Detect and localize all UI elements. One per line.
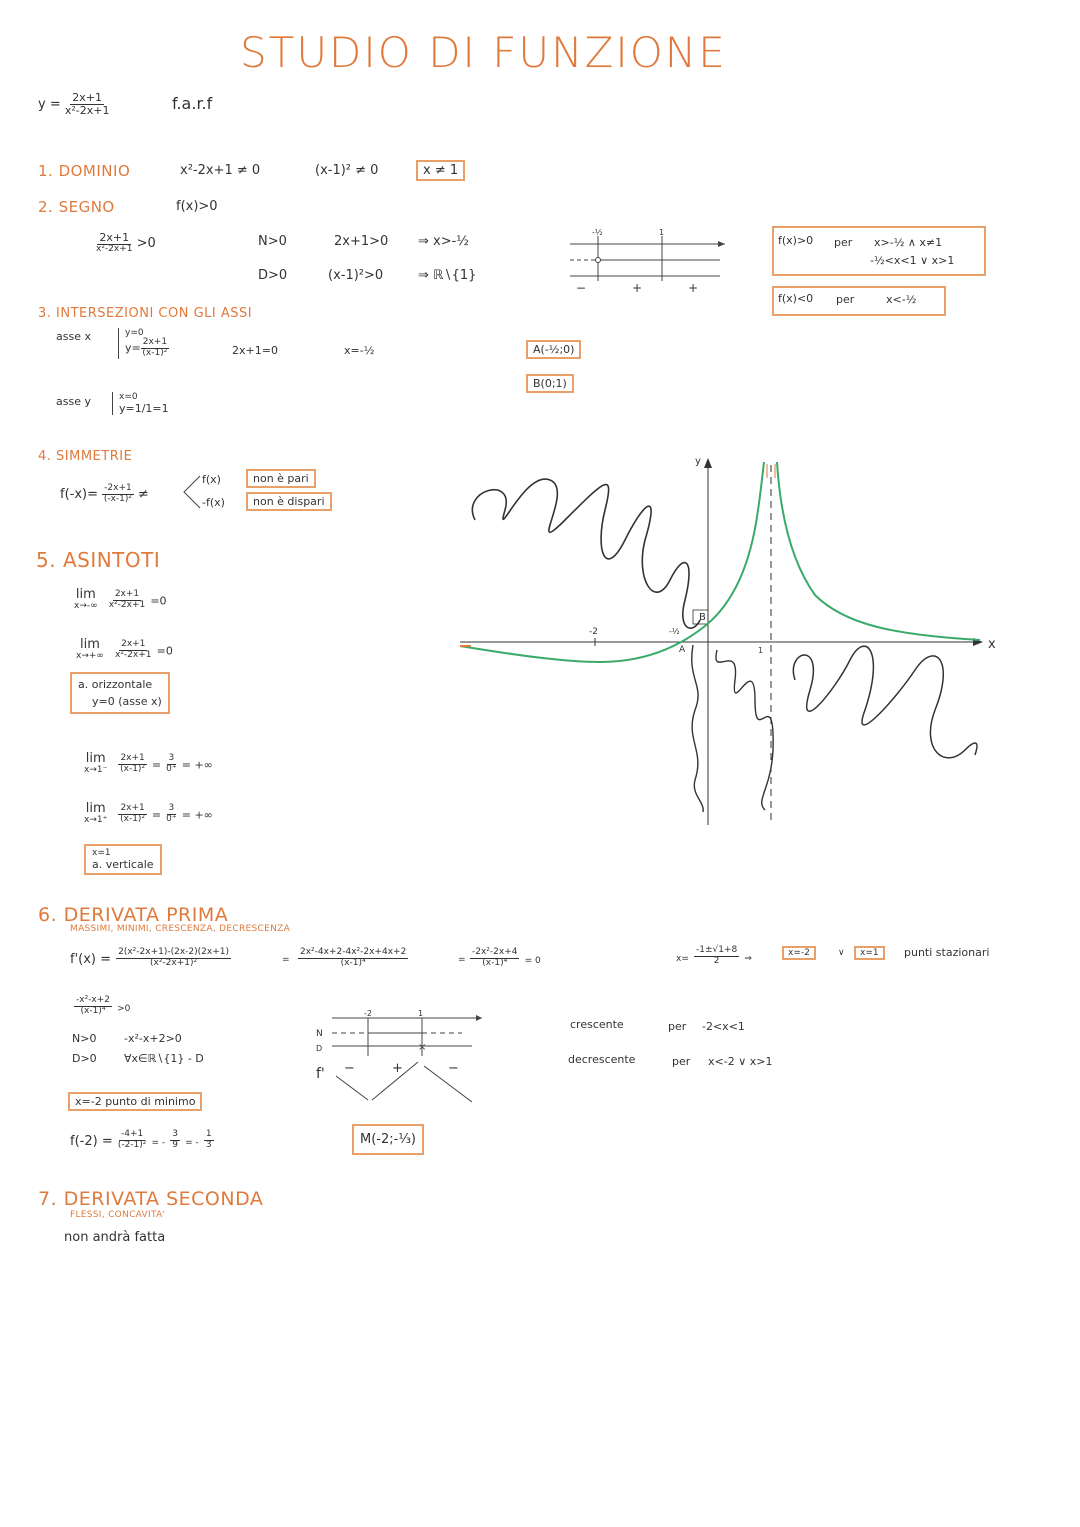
function-numerator: 2x+1 xyxy=(72,91,103,104)
diag-d: D xyxy=(316,1044,323,1053)
segno-cond: f(x)>0 xyxy=(176,199,218,214)
intersezioni-eq1: 2x+1=0 xyxy=(232,344,278,357)
intersezioni-sys2a: x=0 xyxy=(119,392,138,402)
point-b-label: B xyxy=(699,612,706,623)
derivata-inequality xyxy=(74,996,130,1017)
function-y: y = xyxy=(38,97,61,113)
derivata-n-text: -x²-x+2>0 xyxy=(124,1032,182,1045)
segno-arrow-n xyxy=(718,241,725,247)
intersezioni-system-x xyxy=(118,328,169,359)
segno-pos-label: f(x)>0 xyxy=(778,234,814,247)
segno-sign-2: + xyxy=(632,281,643,295)
diag-minus-1: − xyxy=(344,1061,355,1076)
lim3-mid: = xyxy=(151,758,162,772)
section-dominio: 1. DOMINIO xyxy=(38,162,131,180)
simmetrie-lhs: f(-x)= xyxy=(60,486,98,502)
function-denominator: x²-2x+1 xyxy=(64,104,110,118)
segno-ineq-rhs: >0 xyxy=(136,235,156,251)
lim3-word: lim xyxy=(85,751,106,766)
function-curve-left xyxy=(460,462,764,662)
intersezioni-point-a: A(-½;0) xyxy=(526,340,581,359)
decrescente-per: per xyxy=(672,1055,691,1068)
f-eval-n2: 1 xyxy=(205,1129,212,1140)
derivata-num2: 2x²-4x+2-4x²-2x+4x+2 xyxy=(300,947,407,958)
tick-mh-label: -½ xyxy=(669,627,680,636)
f-eval-num: -4+1 xyxy=(120,1129,144,1140)
asintoti-lim-2 xyxy=(76,638,173,662)
shade-region-top-left xyxy=(472,479,700,628)
lim4-fnum: 3 xyxy=(168,802,175,813)
lim4-sub: x→1⁺ xyxy=(84,815,108,826)
diag-n: N xyxy=(316,1029,323,1039)
verticale-eq: x=1 xyxy=(92,848,111,858)
diag-cross: × xyxy=(418,1042,427,1053)
decrescente-label: decrescente xyxy=(568,1053,636,1066)
derivata-sign-diagram xyxy=(312,1006,492,1110)
root-1: x=-2 xyxy=(782,946,816,960)
segno-tick-2: 1 xyxy=(659,228,665,237)
segno-pos-per: per xyxy=(834,236,853,249)
derivata-prima-sub: MASSIMI, MINIMI, CRESCENZA, DECRESCENZA xyxy=(70,924,291,934)
intersezioni-eq2: x=-½ xyxy=(344,344,375,357)
f-eval-eq1: = - xyxy=(151,1138,166,1148)
simmetrie-expression xyxy=(60,484,149,505)
dominio-cond1: x²-2x+1 ≠ 0 xyxy=(180,163,261,178)
section-asintoti: 5. ASINTOTI xyxy=(36,548,161,572)
intersezioni-point-b: B(0;1) xyxy=(526,374,574,393)
segno-n-result: ⇒ x>-½ xyxy=(418,234,469,249)
f-eval-lhs: f(-2) = xyxy=(70,1134,113,1149)
simmetrie-num: -2x+1 xyxy=(104,483,132,493)
f-eval-eq2: = - xyxy=(185,1138,199,1148)
asintoti-orizzontale-box xyxy=(70,672,170,714)
segno-d-step: (x-1)²>0 xyxy=(328,268,384,283)
lim1-res: =0 xyxy=(150,594,167,608)
diag-tick-1: -2 xyxy=(364,1009,372,1018)
diag-plus: + xyxy=(392,1061,403,1076)
derivata-ineq-num: -x²-x+2 xyxy=(76,995,111,1006)
derivata-step3 xyxy=(470,948,541,969)
intersezioni-sys1b-pre: y= xyxy=(125,341,141,355)
lim2-den: x²-2x+1 xyxy=(115,649,152,660)
segno-negative-box xyxy=(772,286,946,316)
lim4-mid: = xyxy=(151,808,162,822)
derivata-step2 xyxy=(298,948,408,969)
derivata-den2: (x-1)⁴ xyxy=(340,958,366,968)
roots-x: x= xyxy=(676,954,689,964)
diag-f: f' xyxy=(316,1066,325,1082)
f-eval-n1: 3 xyxy=(172,1129,178,1140)
y-axis-label: y xyxy=(695,456,701,467)
derivata-zero: = 0 xyxy=(524,956,541,966)
decrescente-cond: x<-2 ∨ x>1 xyxy=(708,1055,773,1068)
dominio-result: x ≠ 1 xyxy=(416,160,465,181)
simmetrie-result-2: non è dispari xyxy=(246,492,332,511)
derivata-seconda-sub: FLESSI, CONCAVITA' xyxy=(70,1210,166,1220)
orizzontale-eq: y=0 (asse x) xyxy=(92,695,162,708)
roots-den: 2 xyxy=(713,956,720,966)
lim2-sub: x→+∞ xyxy=(76,651,104,662)
lim3-fnum: 3 xyxy=(168,752,175,763)
segno-sign-1: − xyxy=(576,281,587,295)
asintoti-lim-1 xyxy=(74,588,167,612)
intersezioni-sys2b: y=1/1=1 xyxy=(119,402,169,415)
function-graph xyxy=(455,450,1015,830)
segno-pos-cond1: x>-½ ∧ x≠1 xyxy=(874,236,943,249)
derivata-ineq-den: (x-1)⁴ xyxy=(80,1006,106,1016)
function-curve-right xyxy=(777,462,980,640)
derivata-n-label: N>0 xyxy=(72,1032,97,1045)
segno-point xyxy=(596,258,601,263)
tick-m2-label: -2 xyxy=(589,627,598,637)
derivata-roots xyxy=(676,946,752,967)
derivata-den3: (x-1)⁴ xyxy=(482,958,508,968)
intersezioni-asse-y: asse y xyxy=(56,395,91,408)
segno-d-result: ⇒ ℝ∖{1} xyxy=(418,268,477,283)
lim4-fden: 0⁺ xyxy=(166,813,177,824)
simmetrie-brace xyxy=(180,472,204,512)
point-a-label: A xyxy=(679,645,686,655)
crescente-cond: -2<x<1 xyxy=(702,1020,745,1033)
function-definition xyxy=(38,92,109,117)
diag-arrow-down-1 xyxy=(336,1076,368,1100)
tick-1-label: 1 xyxy=(758,646,764,655)
intersezioni-sys1b-num: 2x+1 xyxy=(142,337,168,347)
derivata-den1: (x²-2x+1)² xyxy=(149,958,198,968)
f-eval-d2: 3 xyxy=(205,1140,212,1150)
segno-n-step: 2x+1>0 xyxy=(334,234,389,249)
lim2-word: lim xyxy=(80,637,100,652)
lim4-word: lim xyxy=(85,801,106,816)
lim1-word: lim xyxy=(75,587,96,602)
segno-tick-1: -½ xyxy=(592,228,603,237)
lim4-den: (x-1)² xyxy=(120,813,146,824)
derivata-ineq-rhs: >0 xyxy=(117,1004,131,1014)
orizzontale-label: a. orizzontale xyxy=(78,678,153,691)
section-derivata-seconda: 7. DERIVATA SECONDA xyxy=(38,1188,264,1210)
segno-ineq-num: 2x+1 xyxy=(99,231,130,244)
segno-sign-diagram xyxy=(560,226,730,298)
roots-or: ∨ xyxy=(838,948,845,958)
lim3-sub: x→1⁻ xyxy=(84,765,108,776)
diag-minus-2: − xyxy=(448,1061,459,1076)
derivata-eq2: = xyxy=(458,955,466,965)
section-derivata-prima: 6. DERIVATA PRIMA xyxy=(38,904,229,926)
lim3-num: 2x+1 xyxy=(120,752,145,763)
punti-stazionari: punti stazionari xyxy=(904,946,990,959)
section-simmetrie: 4. SIMMETRIE xyxy=(38,449,133,464)
lim1-den: x²-2x+1 xyxy=(108,599,146,610)
point-m: M(-2;-⅓) xyxy=(352,1124,424,1155)
derivata-eq: = xyxy=(282,955,290,965)
intersezioni-system-y xyxy=(112,392,169,415)
lim3-den: (x-1)² xyxy=(120,763,146,774)
y-axis-arrow xyxy=(704,458,712,468)
segno-neg-cond: x<-½ xyxy=(886,293,917,306)
simmetrie-case-1: f(x) xyxy=(202,473,221,486)
page-title: STUDIO DI FUNZIONE xyxy=(240,28,727,77)
section-intersezioni: 3. INTERSEZIONI CON GLI ASSI xyxy=(38,306,253,321)
simmetrie-result-1: non è pari xyxy=(246,469,316,488)
asintoti-verticale-box xyxy=(84,844,162,875)
segno-positive-box xyxy=(772,226,986,276)
lim2-num: 2x+1 xyxy=(121,638,146,649)
lim3-res: = +∞ xyxy=(181,758,213,772)
diag-tick-2: 1 xyxy=(418,1009,424,1018)
derivata-lhs: f'(x) = xyxy=(70,952,112,967)
verticale-label: a. verticale xyxy=(92,858,154,871)
derivata-expression xyxy=(70,948,231,969)
intersezioni-sys1a: y=0 xyxy=(125,328,144,338)
f-eval-den: (-2-1)² xyxy=(117,1140,147,1150)
derivata-num1: 2(x²-2x+1)-(2x-2)(2x+1) xyxy=(118,947,229,958)
lim4-num: 2x+1 xyxy=(120,802,145,813)
derivata-seconda-note: non andrà fatta xyxy=(64,1230,166,1245)
f-minus-2-evaluation xyxy=(70,1130,214,1151)
segno-n-label: N>0 xyxy=(258,234,287,249)
segno-pos-cond2: -½<x<1 ∨ x>1 xyxy=(870,254,955,267)
function-type: f.a.r.f xyxy=(172,94,213,113)
simmetrie-neq: ≠ xyxy=(137,486,149,502)
root-2: x=1 xyxy=(854,946,885,960)
roots-num: -1±√1+8 xyxy=(695,945,738,956)
intersezioni-asse-x: asse x xyxy=(56,330,91,343)
segno-ineq-den: x²-2x+1 xyxy=(96,244,133,255)
x-axis-label: x xyxy=(988,637,996,652)
asintoti-lim-3 xyxy=(84,752,213,776)
shade-region-strip xyxy=(692,645,703,812)
f-eval-d1: 9 xyxy=(172,1140,178,1150)
crescente-label: crescente xyxy=(570,1018,624,1031)
lim1-num: 2x+1 xyxy=(114,588,140,599)
derivata-d-label: D>0 xyxy=(72,1052,97,1065)
derivata-num3: -2x²-2x+4 xyxy=(472,947,518,958)
punto-minimo: x=-2 punto di minimo xyxy=(68,1092,202,1111)
simmetrie-case-2: -f(x) xyxy=(202,496,225,509)
shade-region-bottom-right xyxy=(793,646,977,758)
crescente-per: per xyxy=(668,1020,687,1033)
dominio-cond2: (x-1)² ≠ 0 xyxy=(315,163,379,178)
shade-region-middle xyxy=(716,650,773,810)
roots-arrow: ⇒ xyxy=(744,954,752,964)
segno-d-label: D>0 xyxy=(258,268,288,283)
simmetrie-den: (-x-1)² xyxy=(103,493,133,504)
segno-sign-3: + xyxy=(688,281,699,295)
lim3-fden: 0⁺ xyxy=(166,763,177,774)
intersezioni-sys1b-den: (x-1)² xyxy=(142,347,168,358)
section-segno: 2. SEGNO xyxy=(38,198,115,216)
derivata-d-text: ∀x∈ℝ∖{1} - D xyxy=(124,1052,204,1065)
asintoti-lim-4 xyxy=(84,802,213,826)
lim1-sub: x→-∞ xyxy=(74,601,98,612)
lim4-res: = +∞ xyxy=(181,808,213,822)
segno-inequality xyxy=(96,232,156,255)
segno-neg-per: per xyxy=(836,293,855,306)
diag-top-arrow xyxy=(476,1015,482,1021)
lim2-res: =0 xyxy=(156,644,173,658)
segno-neg-label: f(x)<0 xyxy=(778,292,814,305)
